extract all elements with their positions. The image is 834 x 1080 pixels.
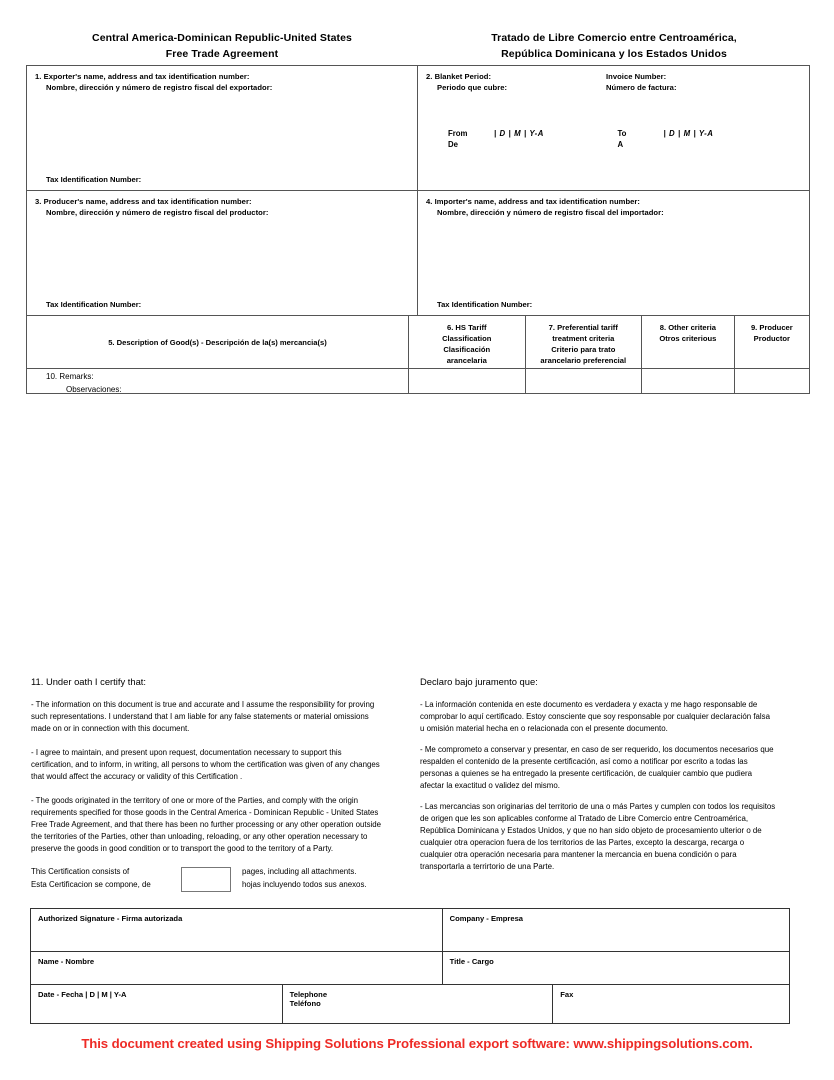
goods-table-header xyxy=(27,316,809,369)
form-row-producer-importer xyxy=(27,191,809,316)
goods-table-row xyxy=(27,369,809,393)
blanket-period-label-es: Periodo que cubre: xyxy=(437,82,508,92)
goods-cell-hs-tariff[interactable] xyxy=(409,369,526,393)
invoice-number-label-en: Invoice Number: xyxy=(606,72,667,81)
signature-row-1 xyxy=(31,909,789,952)
importer-label-es: Nombre, dirección y número de registro fiscal del importador: xyxy=(437,207,664,217)
from-label-es: De xyxy=(448,140,458,150)
certification-en-paragraph-1: - The information on this document is true and accurate and I assume the responsibility for proving such representations. I understand that I am liable for any false statements or material omissions made on or in connection with this document. xyxy=(31,700,375,734)
to-label-en: To xyxy=(617,129,627,138)
title-en-line1: Central America-Dominican Republic-United States xyxy=(92,32,352,44)
telephone-label-en: Telephone xyxy=(289,990,328,999)
hs-line4: arancelaria xyxy=(446,356,487,366)
exporter-tax-id-label: Tax Identification Number: xyxy=(46,175,142,184)
document-title-spanish xyxy=(418,30,810,63)
signature-row-3 xyxy=(31,985,789,1023)
certification-spanish xyxy=(420,675,776,873)
pages-label-en-prefix: This Certification consists of xyxy=(31,867,130,876)
from-label-en: From xyxy=(448,129,468,138)
goods-col-other-criteria-header xyxy=(642,316,735,368)
remarks-label-en: 10. Remarks: xyxy=(46,372,94,381)
field-telephone[interactable] xyxy=(283,985,554,1023)
certification-es-paragraph-1: - La información contenida en este documento es verdadera y exacta y me hago responsable de comprobar lo aquí certificado. Estoy consciente que soy responsable por cualquier declaración falsa u omisión material hecha en o relacionada con el presente documento. xyxy=(420,700,771,734)
to-date-format: | D | M | Y-A xyxy=(663,129,714,138)
invoice-number-label-es: Número de factura: xyxy=(606,82,677,92)
title-en-line2: Free Trade Agreement xyxy=(165,48,279,61)
remarks-label-es: Observaciones: xyxy=(66,384,122,394)
prod-line2: Productor xyxy=(753,334,790,344)
field-remarks[interactable] xyxy=(46,371,122,397)
field-company[interactable] xyxy=(443,909,789,951)
goods-col-description-label: 5. Description of Good(s) - Descripción de la(s) mercancia(s) xyxy=(108,338,327,348)
goods-cell-preferential[interactable] xyxy=(526,369,643,393)
field-authorized-signature[interactable] xyxy=(31,909,443,951)
goods-cell-producer[interactable] xyxy=(735,369,809,393)
certification-en-paragraph-2: - I agree to maintain, and present upon request, documentation necessary to support this certification, and to inform, in writing, all persons to whom the certification was given of any changes that would affect the accuracy or validity of this Certification . xyxy=(31,748,380,782)
form-frame xyxy=(26,65,810,394)
name-label: Name - Nombre xyxy=(38,957,95,966)
footer-attribution: This document created using Shipping Solutions Professional export software: www.shippingsolutions.com. xyxy=(81,1036,753,1051)
pages-count-line xyxy=(31,866,391,892)
field-producer[interactable] xyxy=(27,191,418,315)
hs-line3: Clasificación xyxy=(443,345,491,355)
goods-col-producer-header xyxy=(735,316,809,368)
company-label: Company - Empresa xyxy=(449,914,524,923)
pages-label-en-suffix: pages, including all attachments. xyxy=(242,867,357,876)
blanket-period-to[interactable] xyxy=(614,128,802,151)
certification-es-paragraph-3: - Las mercancias son originarias del territorio de una o más Partes y cumplen con todos los requisitos de origen que les son aplicables conforme al Tratado de Libre Comercio entre Centroamérica, República Dominicana y Estados Unidos, y que no han sido objeto de procesamiento ulterior o de cualquier otra operacion fuera de los territorios de las Partes, excepto la descarga, recarga o cualquier otra operación necesaria para mantener la mercancia en buena condición o para transportarla a terrirtorio de una Parte. xyxy=(420,802,776,872)
field-name[interactable] xyxy=(31,952,443,984)
to-label-es: A xyxy=(617,140,624,150)
importer-tax-id-label: Tax Identification Number: xyxy=(437,300,533,309)
producer-tax-id-label: Tax Identification Number: xyxy=(46,300,142,309)
exporter-label-es: Nombre, dirección y número de registro fiscal del exportador: xyxy=(46,82,273,92)
pages-label-es-prefix: Esta Certificacion se compone, de xyxy=(31,879,151,889)
title-label: Title - Cargo xyxy=(449,957,494,966)
prod-line1: 9. Producer xyxy=(750,323,793,332)
certification-en-heading: 11. Under oath I certify that: xyxy=(31,676,146,687)
field-importer[interactable] xyxy=(418,191,809,315)
other-line2: Otros criterious xyxy=(659,334,717,344)
pref-line2: treatment criteria xyxy=(552,334,615,344)
other-line1: 8. Other criteria xyxy=(659,323,716,332)
signature-block xyxy=(30,908,790,1024)
pages-label-es-suffix: hojas incluyendo todos sus anexos. xyxy=(242,879,367,889)
field-blanket-period[interactable] xyxy=(418,66,809,190)
title-es-line2: República Dominicana y los Estados Unidos xyxy=(501,48,727,61)
certification-es-heading: Declaro bajo juramento que: xyxy=(420,676,538,687)
pref-line4: arancelario preferencial xyxy=(540,356,627,366)
blanket-period-from[interactable] xyxy=(426,128,614,151)
hs-line2: Classification xyxy=(442,334,492,344)
producer-label-en: 3. Producer's name, address and tax identification number: xyxy=(35,197,252,206)
document-title-block xyxy=(26,30,810,63)
producer-label-es: Nombre, dirección y número de registro fiscal del productor: xyxy=(46,207,269,217)
document-title-english xyxy=(26,30,418,63)
form-row-exporter-blanket xyxy=(27,66,809,191)
exporter-label-en: 1. Exporter's name, address and tax identification number: xyxy=(35,72,250,81)
field-title[interactable] xyxy=(443,952,789,984)
blanket-period-dates xyxy=(426,128,801,151)
pages-count-input[interactable] xyxy=(181,867,231,892)
pages-line-labels-right xyxy=(231,866,367,892)
title-es-line1: Tratado de Libre Comercio entre Centroamérica, xyxy=(491,32,737,44)
fax-label: Fax xyxy=(560,990,574,999)
importer-label-en: 4. Importer's name, address and tax identification number: xyxy=(426,197,641,206)
certification-es-paragraph-2: - Me comprometo a conservar y presentar, en caso de ser requerido, los documentos necesarios que respalden el contenido de la presente certificación, así como a notificar por escrito a todas las personas a quienes se ha entregado la presente certificación, de cualquier cambio que pudiera afectar la exactitud o validez del mismo. xyxy=(420,745,774,791)
date-label: Date - Fecha | D | M | Y-A xyxy=(38,990,127,999)
field-date[interactable] xyxy=(31,985,283,1023)
authorized-signature-label: Authorized Signature - Firma autorizada xyxy=(38,914,183,923)
goods-col-description-header xyxy=(27,316,409,368)
goods-col-hs-tariff-header xyxy=(409,316,526,368)
telephone-label-es: Teléfono xyxy=(289,999,321,1008)
pref-line1: 7. Preferential tariff xyxy=(548,323,618,332)
field-exporter[interactable] xyxy=(27,66,418,190)
field-fax[interactable] xyxy=(553,985,789,1023)
signature-row-2 xyxy=(31,952,789,985)
certification-en-paragraph-3: - The goods originated in the territory of one or more of the Parties, and comply with the origin requirements specified for those goods in the Central America - Dominican Republic - United States Free Trade Agreement, and that there has been no further processing or any other operation outside the territories of the Parties, other than unloading, reloading, or any other operation necessary to preserve the goods in good condition or to transport the good to the territory of a Party. xyxy=(31,796,382,854)
certification-english xyxy=(31,675,383,855)
pages-line-labels-left xyxy=(31,866,181,892)
from-date-format: | D | M | Y-A xyxy=(494,129,545,138)
goods-col-preferential-header xyxy=(526,316,643,368)
hs-line1: 6. HS Tariff xyxy=(446,323,487,332)
pref-line3: Criterio para trato xyxy=(551,345,616,355)
goods-cell-other-criteria[interactable] xyxy=(642,369,735,393)
blanket-period-label-en: 2. Blanket Period: xyxy=(426,72,492,81)
